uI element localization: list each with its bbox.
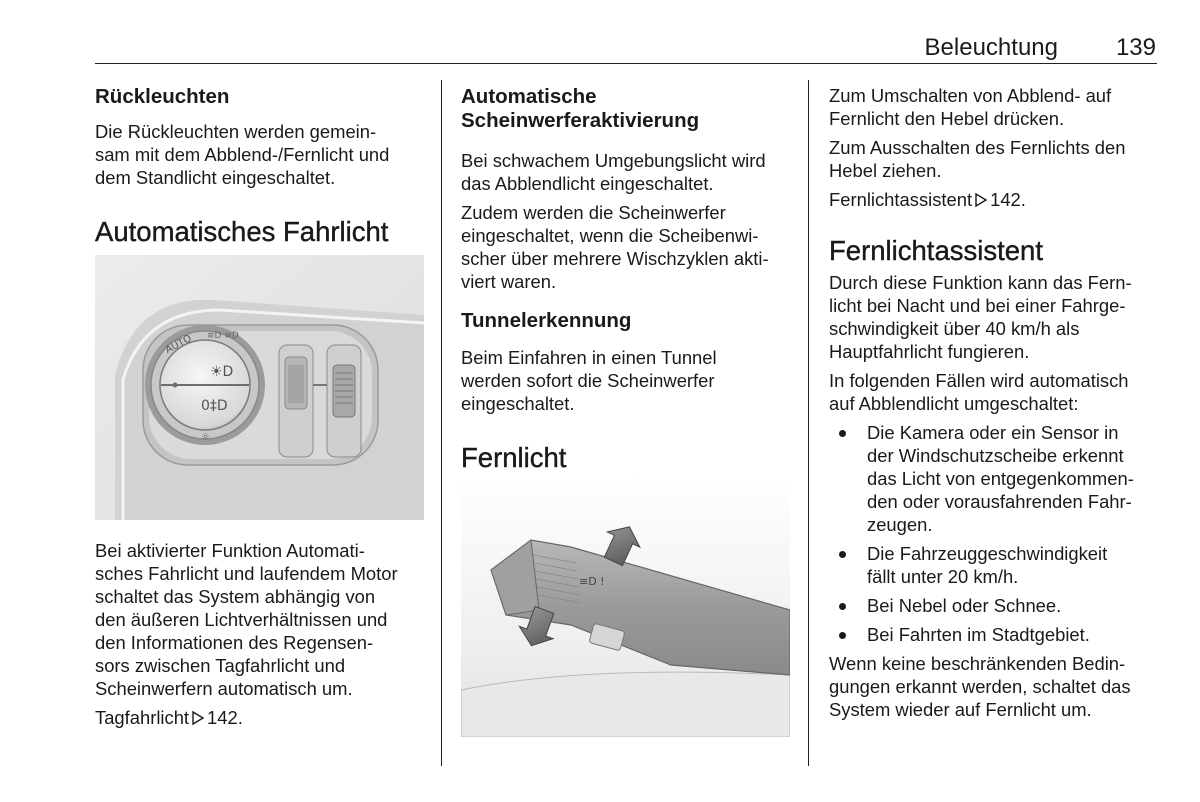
- paragraph-aktivierung-1: Bei schwachem Umgebungslicht wird das Abblendlicht eingeschaltet.: [461, 150, 766, 194]
- svg-text:☀D: ☀D: [210, 364, 234, 380]
- high-beam-lever-illustration: [461, 475, 790, 737]
- list-item: Bei Nebel oder Schnee.: [829, 594, 1159, 617]
- header-rule: [95, 63, 1157, 64]
- paragraph-assistent-2: In folgenden Fällen wird automatisch auf Abblendlicht umgeschaltet:: [829, 370, 1129, 414]
- reference-fernlichtassistent[interactable]: Fernlichtassistent 142.: [829, 189, 1026, 210]
- paragraph-automatisches-fahrlicht: Bei aktivierter Funktion Automati- sches Fahrlicht und laufendem Motor schaltet das System abhängig von den äußeren Lichtverhältnissen und den Informationen des Regensen- sors zwischen Tagfahrlicht und Scheinwerfern automatisch um.: [95, 540, 398, 699]
- heading-rueckleuchten: Rückleuchten: [95, 85, 230, 108]
- paragraph-tunnelerkennung: Beim Einfahren in einen Tunnel werden sofort die Scheinwerfer eingeschaltet.: [461, 347, 717, 414]
- paragraph-umschalten: Zum Umschalten von Abblend- auf Fernlicht den Hebel drücken.: [829, 85, 1112, 129]
- running-header-title: Beleuchtung: [924, 34, 1058, 61]
- list-item: Bei Fahrten im Stadtgebiet.: [829, 623, 1159, 646]
- column-separator-1: [441, 80, 442, 766]
- column-1-lower: [95, 539, 430, 729]
- bullet-icon: [839, 430, 846, 437]
- cross-reference-arrow-icon: [974, 192, 988, 208]
- column-1: [95, 80, 430, 248]
- bullet-icon: [839, 632, 846, 639]
- column-2: [461, 80, 796, 474]
- column-separator-2: [808, 80, 809, 766]
- svg-text:≡D ≡D: ≡D ≡D: [207, 331, 239, 341]
- paragraph-wiedereinschalten: Wenn keine beschränkenden Bedin- gungen erkannt werden, schaltet das System wieder auf Fernlicht um.: [829, 653, 1131, 720]
- turn-signal-stalk-figure: [461, 475, 790, 737]
- paragraph-rueckleuchten: Die Rückleuchten werden gemein- sam mit dem Abblend-/Fernlicht und dem Standlicht eingeschaltet.: [95, 121, 390, 188]
- svg-text:☼: ☼: [201, 432, 210, 443]
- list-item: Die Kamera oder ein Sensor in der Windschutzscheibe erkennt das Licht von entgegenkommen- den oder vorausfahrenden Fahr- zeugen.: [829, 421, 1159, 536]
- list-item: Die Fahrzeuggeschwindigkeit fällt unter 20 km/h.: [829, 542, 1159, 588]
- conditions-list: [829, 421, 1159, 646]
- paragraph-ausschalten: Zum Ausschalten des Fernlichts den Hebel ziehen.: [829, 137, 1126, 181]
- bullet-icon: [839, 603, 846, 610]
- heading-fernlichtassistent: Fernlichtassistent: [829, 235, 1043, 266]
- reference-tagfahrlicht[interactable]: Tagfahrlicht 142.: [95, 707, 243, 728]
- paragraph-assistent-1: Durch diese Funktion kann das Fern- licht bei Nacht und bei einer Fahrge- schwindigkeit über 40 km/h als Hauptfahrlicht fungieren.: [829, 272, 1132, 362]
- light-switch-illustration: [95, 255, 424, 520]
- heading-fernlicht: Fernlicht: [461, 442, 567, 473]
- paragraph-aktivierung-2: Zudem werden die Scheinwerfer eingeschaltet, wenn die Scheibenwi- scher über mehrere Wischzyklen akti- viert waren.: [461, 202, 769, 292]
- cross-reference-arrow-icon: [191, 710, 205, 726]
- svg-text:0‡D: 0‡D: [201, 398, 228, 414]
- heading-automatisches-fahrlicht: Automatisches Fahrlicht: [95, 216, 389, 247]
- page-number: 139: [1115, 34, 1156, 61]
- column-3: [829, 80, 1159, 721]
- auto-label: AUTO: [163, 333, 194, 357]
- svg-text:≡D !: ≡D !: [579, 575, 605, 588]
- light-switch-figure: [95, 255, 424, 520]
- heading-tunnelerkennung: Tunnelerkennung: [461, 309, 632, 332]
- heading-automatische-scheinwerferaktivierung: Automatische Scheinwerferaktivierung: [461, 85, 700, 132]
- bullet-icon: [839, 551, 846, 558]
